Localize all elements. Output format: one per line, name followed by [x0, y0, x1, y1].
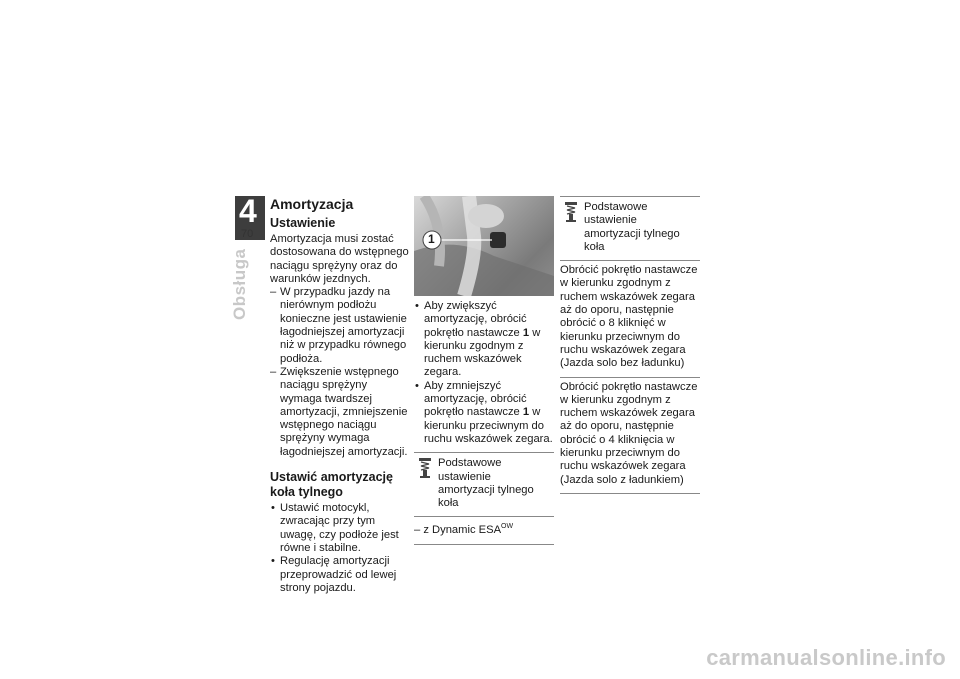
info-box	[560, 196, 700, 494]
bullet-list	[414, 300, 554, 446]
list-item: • Aby zwiększyć amortyzację, obrócić pokrętło nastawcze 1 w kierunku zgodnym z ruchem wskazówek zegara.	[414, 300, 554, 380]
info-row: Obrócić pokrętło nastawcze w kierunku zgodnym z ruchem wskazówek zegara aż do oporu, następnie obrócić o 4 kliknięcia w kierunku przeciwnym do ruchu wskazówek zegara (Jazda solo z ładunkiem)	[560, 377, 700, 493]
column-1	[270, 196, 410, 595]
info-title: Podstawowe ustawienie amortyzacji tylnego koła	[438, 457, 534, 510]
bullet-list	[270, 502, 410, 595]
info-box	[414, 452, 554, 544]
shock-absorber-icon	[564, 201, 578, 223]
list-item: – W przypadku jazdy na nierównym podłożu konieczne jest ustawienie łagodniejszej amortyzacji niż w przypadku równego podłoża.	[270, 286, 410, 366]
photo-callout-1: 1	[428, 232, 435, 246]
info-note: – z Dynamic $ESA^{OW}$	[414, 523, 514, 537]
info-row: Obrócić pokrętło nastawcze w kierunku zgodnym z ruchem wskazówek zegara aż do oporu, następnie obrócić o 8 kliknięć w kierunku przeciwnym do ruchu wskazówek zegara (Jazda solo bez ładunku)	[560, 264, 698, 370]
adjuster-photo	[414, 196, 554, 296]
chapter-number: 4	[239, 193, 257, 229]
section-title: Amortyzacja	[270, 196, 354, 212]
subsection-title: Ustawienie	[270, 216, 336, 230]
subsection-title-rear: Ustawić amortyzację koła tylnego	[270, 470, 393, 500]
section-label: Obsługa	[230, 248, 249, 320]
page-number: 70	[241, 228, 254, 240]
list-item: • Regulację amortyzacji przeprowadzić od lewej strony pojazdu.	[270, 555, 410, 595]
list-item: • Aby zmniejszyć amortyzację, obrócić pokrętło nastawcze 1 w kierunku przeciwnym do ruchu wskazówek zegara.	[414, 380, 554, 446]
watermark: carmanualsonline.info	[706, 645, 946, 670]
shock-absorber-icon	[418, 457, 432, 479]
dash-list	[270, 286, 410, 459]
info-box-header	[560, 197, 700, 261]
intro-paragraph: Amortyzacja musi zostać dostosowana do wstępnego naciągu sprężyny oraz do warunków jezdnych.	[270, 233, 409, 285]
info-title: Podstawowe ustawienie amortyzacji tylnego koła	[584, 201, 680, 253]
column-3	[560, 196, 700, 494]
column-2	[414, 196, 554, 545]
list-item: • Ustawić motocykl, zwracając przy tym uwagę, czy podłoże jest równe i stabilne.	[270, 502, 410, 555]
info-box-header	[414, 453, 554, 517]
list-item: – Zwiększenie wstępnego naciągu sprężyny wymaga twardszej amortyzacji, zmniejszenie wstępnego naciągu sprężyny wymaga łagodniejszej amortyzacji.	[270, 366, 410, 459]
